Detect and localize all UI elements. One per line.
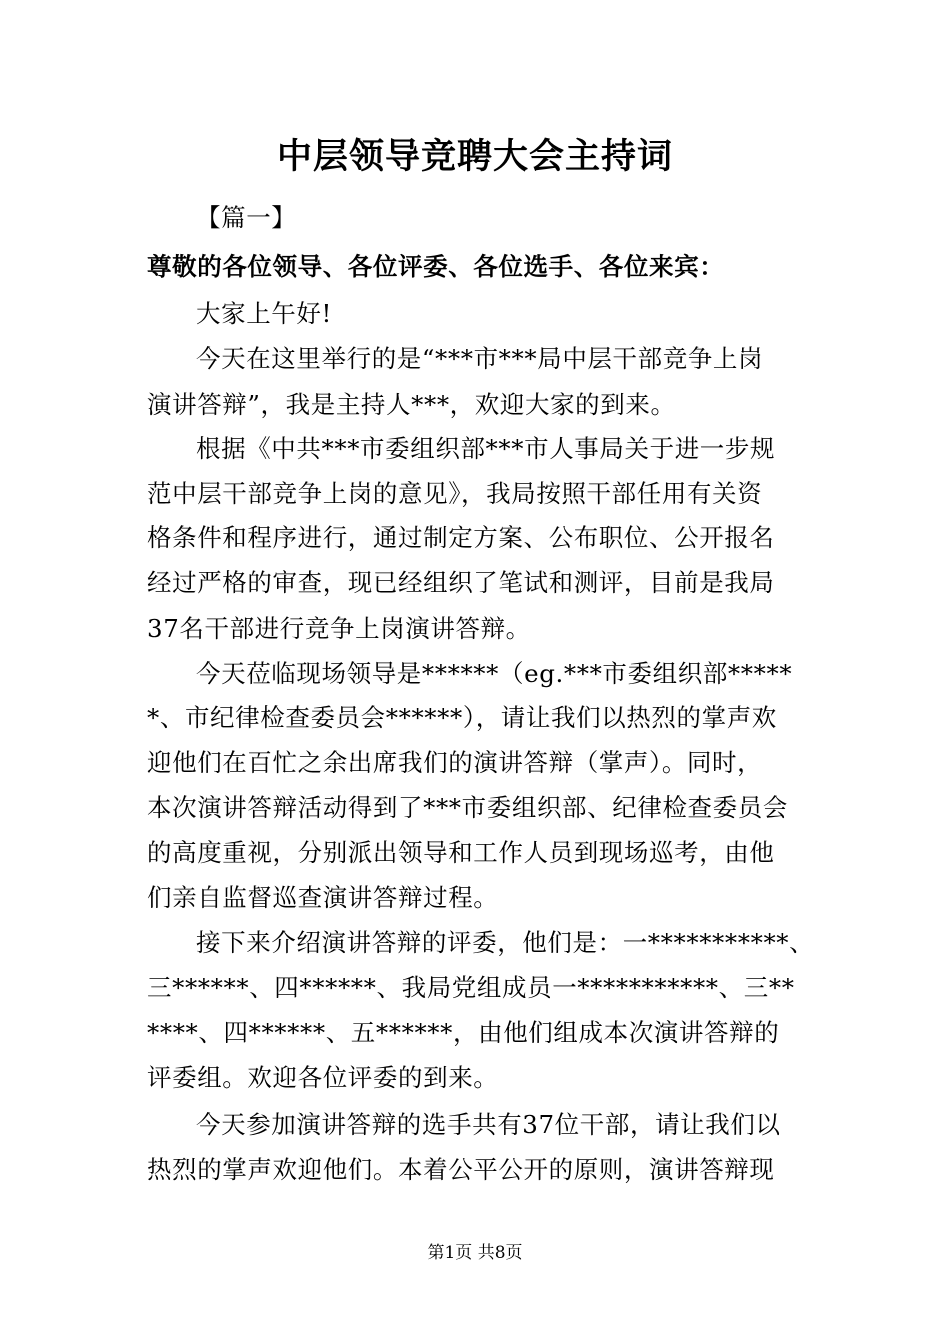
salutation: 尊敬的各位领导、各位评委、各位选手、各位来宾：: [147, 252, 725, 281]
paragraph-line: 大家上午好!: [196, 299, 332, 328]
page-number-footer: 第1页 共8页: [427, 1243, 523, 1263]
paragraph-line: 接下来介绍演讲答辩的评委，他们是：一***********、: [196, 928, 815, 957]
document-title: 中层领导竞聘大会主持词: [276, 136, 673, 177]
paragraph-line: 三******、四******、我局党组成员一***********、三**: [147, 973, 795, 1002]
paragraph-line: 经过严格的审查，现已经组织了笔试和测评，目前是我局: [147, 568, 775, 597]
paragraph-line: 本次演讲答辩活动得到了***市委组织部、纪律检查委员会: [147, 793, 788, 822]
paragraph-line: 今天参加演讲答辩的选手共有37位干部，请让我们以: [196, 1110, 781, 1139]
section-label: 【篇一】: [196, 203, 297, 232]
paragraph-line: 演讲答辩”，我是主持人***，欢迎大家的到来。: [147, 390, 676, 419]
paragraph-line: ****、四******、五******，由他们组成本次演讲答辩的: [147, 1018, 780, 1047]
paragraph-line: 根据《中共***市委组织部***市人事局关于进一步规: [196, 434, 776, 463]
paragraph-line: 的高度重视，分别派出领导和工作人员到现场巡考，由他: [147, 838, 775, 867]
paragraph-line: 范中层干部竞争上岗的意见》，我局按照干部任用有关资: [147, 479, 763, 508]
paragraph-line: 热烈的掌声欢迎他们。本着公平公开的原则，演讲答辩现: [147, 1155, 775, 1184]
paragraph-line: 评委组。欢迎各位评委的到来。: [147, 1063, 499, 1092]
paragraph-line: 们亲自监督巡查演讲答辩过程。: [147, 883, 499, 912]
paragraph-line: 今天莅临现场领导是******（eg.***市委组织部*****: [196, 659, 793, 688]
paragraph-line: 格条件和程序进行，通过制定方案、公布职位、公开报名: [147, 523, 775, 552]
paragraph-line: *、市纪律检查委员会******），请让我们以热烈的掌声欢: [147, 703, 777, 732]
paragraph-line: 37名干部进行竞争上岗演讲答辩。: [147, 614, 531, 643]
paragraph-line: 今天在这里举行的是“***市***局中层干部竞争上岗: [196, 344, 764, 373]
paragraph-line: 迎他们在百忙之余出席我们的演讲答辩（掌声）。同时，: [147, 748, 763, 777]
